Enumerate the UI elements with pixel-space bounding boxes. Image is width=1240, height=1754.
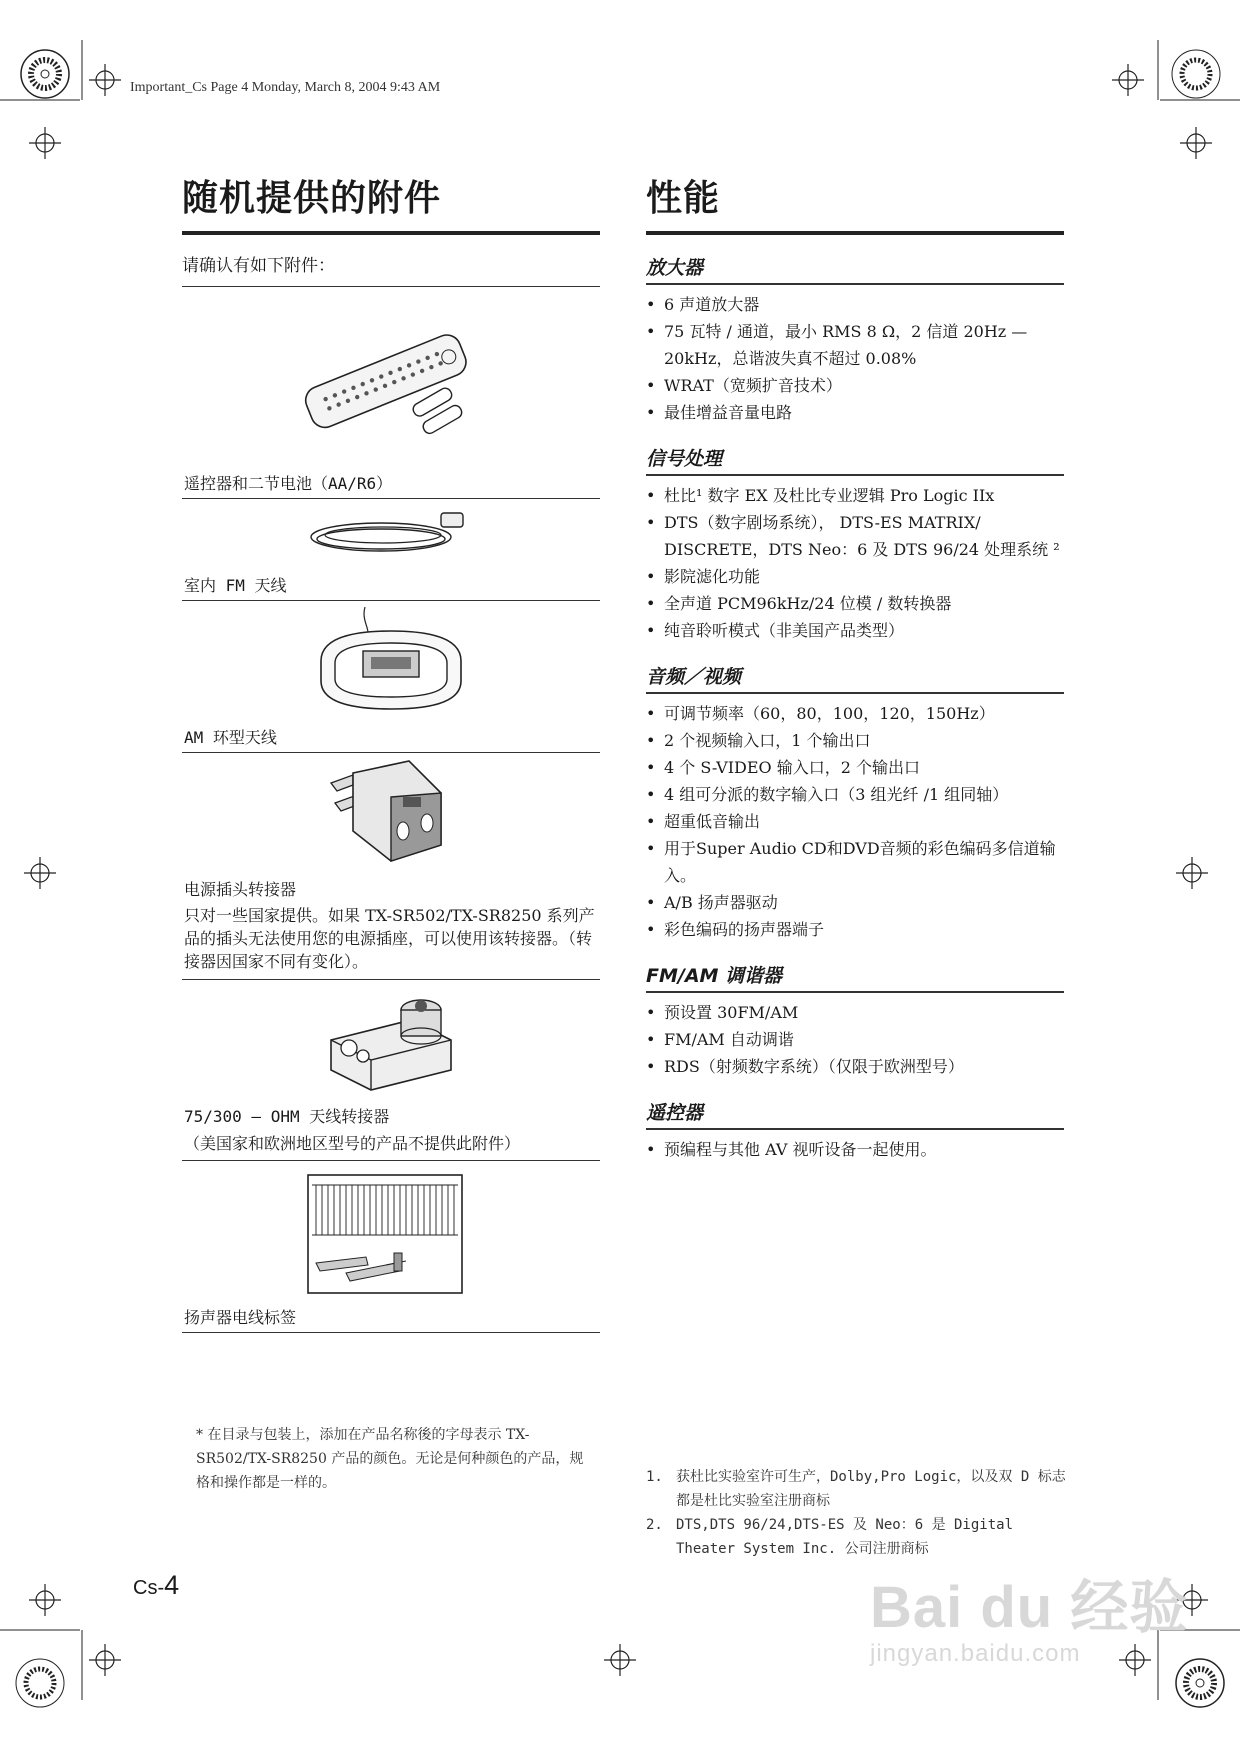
baidu-watermark [870,1560,1188,1668]
accessory-speaker-labels [182,1173,600,1333]
feature-item: • 最佳增益音量电路 [646,403,793,422]
starburst-bottom-left [16,1659,64,1707]
accessory-am-antenna [182,601,600,753]
feature-item: • 2 个视频输入口，1 个输出口 [646,731,871,750]
accessory-remote [182,287,600,499]
accessory-ohm-adapter [182,980,600,1161]
speaker-cable-labels-illustration [306,1173,476,1301]
feature-item: • 全声道 PCM96kHz/24 位模 / 数转换器 [646,594,952,613]
accessory-ohm-adapter-label: 75/300 — OHM 天线转接器 [184,1107,390,1126]
footnote-2: 2. DTS,DTS 96/24,DTS-ES 及 Neo：6 是 Digital Theater System Inc. 公司注册商标 [646,1517,1014,1557]
starburst-top-left [21,50,69,98]
accessory-plug-adapter-desc: 只对一些国家提供。如果 TX-SR502/TX-SR8250 系列产品的插头无法使用您的电源插座，可以使用该转接器。（转接器因国家不同有变化）。 [184,906,595,971]
crosshair-top-right [1112,64,1144,96]
accessories-column [182,170,600,1333]
feature-item: • 用于Super Audio CD和DVD音频的彩色编码多信道输入。 [646,839,1056,885]
section-amplifier-title: 放大器 [646,253,1064,285]
section-audio-video-title: 音频／视频 [646,662,1064,694]
crosshair-mid-right [1176,857,1208,889]
accessory-fm-antenna-label: 室内 FM 天线 [184,576,287,595]
feature-item: • 纯音聆听模式（非美国产品类型） [646,621,905,640]
section-remote-title: 遥控器 [646,1098,1064,1130]
watermark-url: jingyan.baidu.com [870,1640,1081,1667]
crosshair-mid-left [24,857,56,889]
accessory-remote-label: 遥控器和二节电池（AA/R6） [184,474,393,493]
feature-item: • 杜比¹ 数字 EX 及杜比专业逻辑 Pro Logic IIx [646,486,995,505]
crosshair-bottom-left-2 [89,1644,121,1676]
feature-item: • 影院滤化功能 [646,567,761,586]
accessory-plug-adapter-label: 电源插头转接器 [184,880,297,899]
feature-item: • 可调节频率（60，80，100，120，150Hz） [646,704,995,723]
crosshair-bottom-center [604,1644,636,1676]
section-audio-video [646,662,1064,943]
accessories-title: 随机提供的附件 [182,170,600,235]
feature-item: • WRAT（宽频扩音技术） [646,376,842,395]
features-column [646,170,1064,1163]
crosshair-bottom-left [29,1584,61,1616]
feature-item: • 4 个 S-VIDEO 输入口，2 个输出口 [646,758,920,777]
am-loop-antenna-illustration [291,601,491,721]
section-amplifier [646,253,1064,426]
feature-item: • A/B 扬声器驱动 [646,893,778,912]
section-remote [646,1098,1064,1163]
crosshair-top-right-2 [1180,127,1212,159]
watermark-logo: Bai du 经验 [870,1575,1189,1640]
starburst-top-right [1172,50,1220,98]
features-title: 性能 [646,170,1064,235]
accessory-speaker-labels-label: 扬声器电线标签 [184,1308,297,1327]
section-tuner-title: FM/AM 调谐器 [646,961,1064,993]
feature-item: • 预编程与其他 AV 视听设备一起使用。 [646,1140,937,1159]
crosshair-top-left-2 [29,127,61,159]
accessory-plug-adapter [182,753,600,980]
accessories-intro: 请确认有如下附件： [182,251,600,287]
feature-item: • DTS（数字剧场系统）， DTS-ES MATRIX/ DISCRETE，DTS Neo：6 及 DTS 96/24 处理系统 ² [646,513,1060,559]
feature-item: • RDS（射频数字系统）（仅限于欧洲型号） [646,1057,964,1076]
feature-item: • 超重低音输出 [646,812,761,831]
footnote-1: 1. 获杜比实验室许可生产，Dolby,Pro Logic，以及双 D 标志都是杜比实验室注册商标 [646,1469,1066,1509]
section-signal-processing-title: 信号处理 [646,444,1064,476]
color-suffix-note: * 在目录与包装上，添加在产品名称後的字母表示 TX-SR502/TX-SR8250 产品的颜色。无论是何种颜色的产品，规格和操作都是一样的。 [196,1427,584,1491]
print-header: Important_Cs Page 4 Monday, March 8, 2004 9:43 AM [130,80,441,95]
accessory-fm-antenna [182,499,600,601]
trademark-footnotes [646,1465,1066,1561]
section-signal-processing [646,444,1064,644]
remote-controller-illustration [261,287,521,467]
feature-item: • 预设置 30FM/AM [646,1003,799,1022]
page-number: Cs-4 [133,1570,180,1600]
accessory-ohm-adapter-note: （美国家和欧洲地区型号的产品不提供此附件） [184,1134,521,1153]
feature-item: • 彩色编码的扬声器端子 [646,920,825,939]
power-plug-adapter-illustration [291,753,491,873]
crosshair-top-left [89,64,121,96]
ohm-antenna-adapter-illustration [291,980,491,1100]
fm-antenna-illustration [291,499,491,569]
accessory-am-antenna-label: AM 环型天线 [184,728,277,747]
feature-item: • 6 声道放大器 [646,295,760,314]
feature-item: • 75 瓦特 / 通道，最小 RMS 8 Ω，2 信道 20Hz — 20kHz，总谐波失真不超过 0.08% [646,322,1028,368]
section-tuner [646,961,1064,1080]
battery-icon [411,386,464,436]
feature-item: • FM/AM 自动调谐 [646,1030,794,1049]
feature-item: • 4 组可分派的数字输入口（3 组光纤 /1 组同轴） [646,785,1009,804]
